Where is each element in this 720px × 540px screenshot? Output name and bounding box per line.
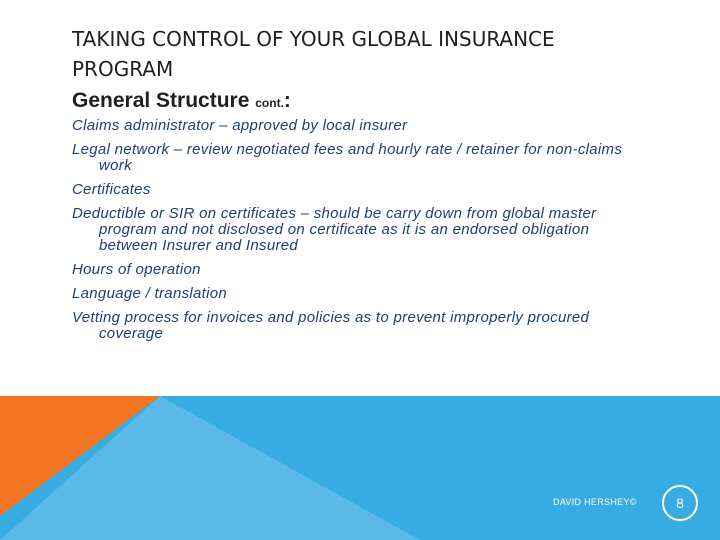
title-line-1: TAKING CONTROL OF YOUR GLOBAL INSURANCE: [72, 27, 555, 51]
bullet-item-hours: Hours of operation: [72, 261, 201, 278]
footer-author: DAVID HERSHEY©: [553, 497, 637, 507]
bullet-item-legal-network: Legal network – review negotiated fees and hourly rate / retainer for non-claims work: [72, 141, 623, 174]
bullet-item-language: Language / translation: [72, 285, 228, 302]
slide-title: [72, 24, 672, 118]
subtitle-main: General Structure: [72, 89, 256, 112]
page-number-circle: [662, 485, 698, 521]
bullet-item-certificates: Certificates: [72, 181, 151, 198]
title-line-2: PROGRAM: [72, 57, 174, 81]
page-number: 8: [676, 495, 684, 511]
subtitle: [72, 86, 672, 118]
bullet-item-deductible: Deductible or SIR on certificates – should be carry down from global master program and not disclosed on certificate as it is an endorsed obligation between Insurer and Insured: [72, 205, 597, 254]
bullet-item-claims-administrator: Claims administrator – approved by local insurer: [72, 117, 408, 134]
subtitle-colon: :: [283, 89, 291, 112]
subtitle-cont: cont.: [255, 96, 284, 110]
footer-band: [0, 396, 720, 540]
bullet-item-vetting: Vetting process for invoices and policies as to prevent improperly procured coverage: [72, 309, 590, 342]
bullet-list: [72, 118, 652, 350]
